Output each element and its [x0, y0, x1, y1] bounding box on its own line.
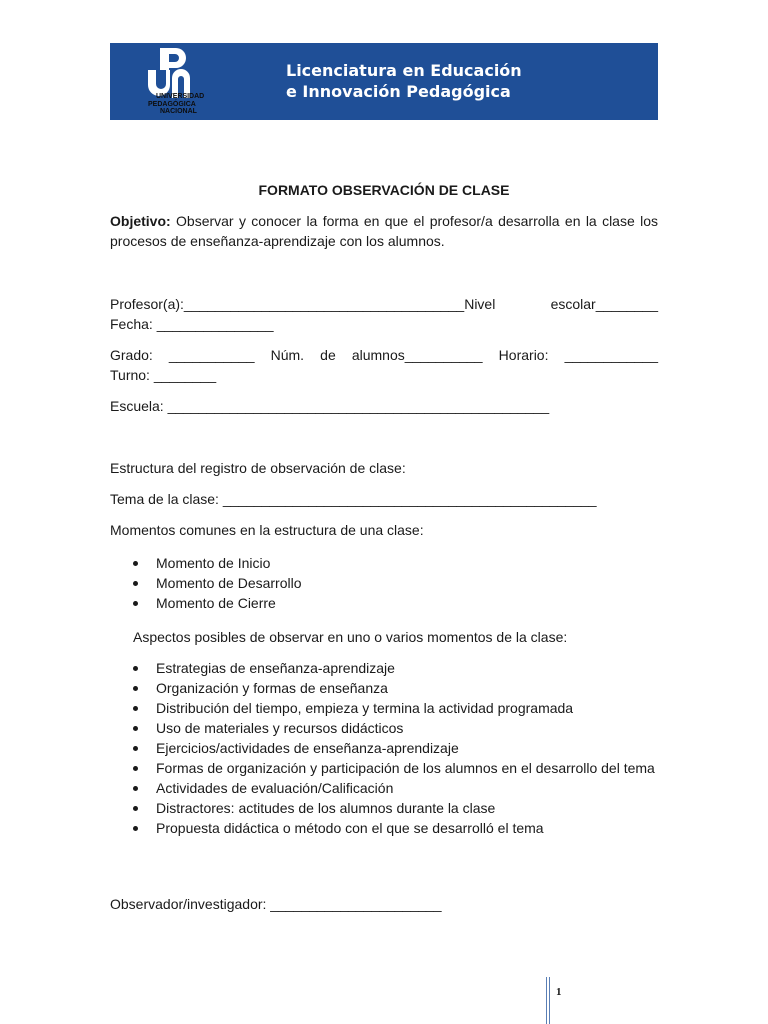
list-item: Momento de Inicio — [110, 553, 658, 573]
logo-line-3: NACIONAL — [160, 108, 197, 115]
objective-paragraph — [110, 211, 658, 251]
page-number-rule-2 — [549, 977, 550, 1024]
grado-field: Grado: ___________ Núm. de alumnos__________ Horario: ____________ — [110, 347, 658, 363]
header-banner — [110, 43, 658, 120]
program-title-line-1: Licenciatura en Educación — [286, 61, 522, 80]
program-title — [286, 60, 522, 102]
observador-field: Observador/investigador: ______________________ — [110, 896, 442, 912]
logo-line-2: PEDAGÓGICA — [148, 100, 196, 108]
objective-text: Observar y conocer la forma en que el profesor/a desarrolla en la clase los procesos de enseñanza-aprendizaje con los alumnos. — [110, 213, 658, 249]
document-title: FORMATO OBSERVACIÓN DE CLASE — [258, 182, 510, 198]
aspectos-list — [110, 658, 658, 838]
tema-field: Tema de la clase: ________________________________________________ — [110, 491, 597, 507]
logo-line-1: UNIVERSIDAD — [156, 93, 205, 100]
estructura-heading: Estructura del registro de observación de clase: — [110, 460, 406, 476]
objective-label: Objetivo: — [110, 213, 171, 229]
list-item: Organización y formas de enseñanza — [110, 678, 658, 698]
profesor-field: Profesor(a):____________________________________Nivel escolar________ — [110, 296, 658, 312]
list-item: Estrategias de enseñanza-aprendizaje — [110, 658, 658, 678]
list-item: Distractores: actitudes de los alumnos durante la clase — [110, 798, 658, 818]
program-title-line-2: e Innovación Pedagógica — [286, 82, 511, 101]
upn-logo — [146, 48, 230, 116]
list-item: Actividades de evaluación/Calificación — [110, 778, 658, 798]
list-item: Formas de organización y participación de los alumnos en el desarrollo del tema — [110, 758, 658, 778]
list-item: Momento de Cierre — [110, 593, 658, 613]
aspectos-intro: Aspectos posibles de observar en uno o varios momentos de la clase: — [133, 629, 568, 645]
page-number: 1 — [556, 986, 562, 998]
list-item: Distribución del tiempo, empieza y termina la actividad programada — [110, 698, 658, 718]
momentos-list — [110, 553, 658, 613]
page-number-rule — [546, 977, 547, 1024]
momentos-intro: Momentos comunes en la estructura de una clase: — [110, 522, 424, 538]
logo-lettering — [148, 93, 234, 116]
turno-field: Turno: ________ — [110, 367, 217, 383]
list-item: Ejercicios/actividades de enseñanza-aprendizaje — [110, 738, 658, 758]
fecha-field: Fecha: _______________ — [110, 316, 274, 332]
list-item: Propuesta didáctica o método con el que se desarrolló el tema — [110, 818, 658, 838]
list-item: Uso de materiales y recursos didácticos — [110, 718, 658, 738]
upn-logo-mark-icon — [146, 48, 192, 98]
list-item: Momento de Desarrollo — [110, 573, 658, 593]
escuela-field: Escuela: _________________________________________________ — [110, 398, 550, 414]
